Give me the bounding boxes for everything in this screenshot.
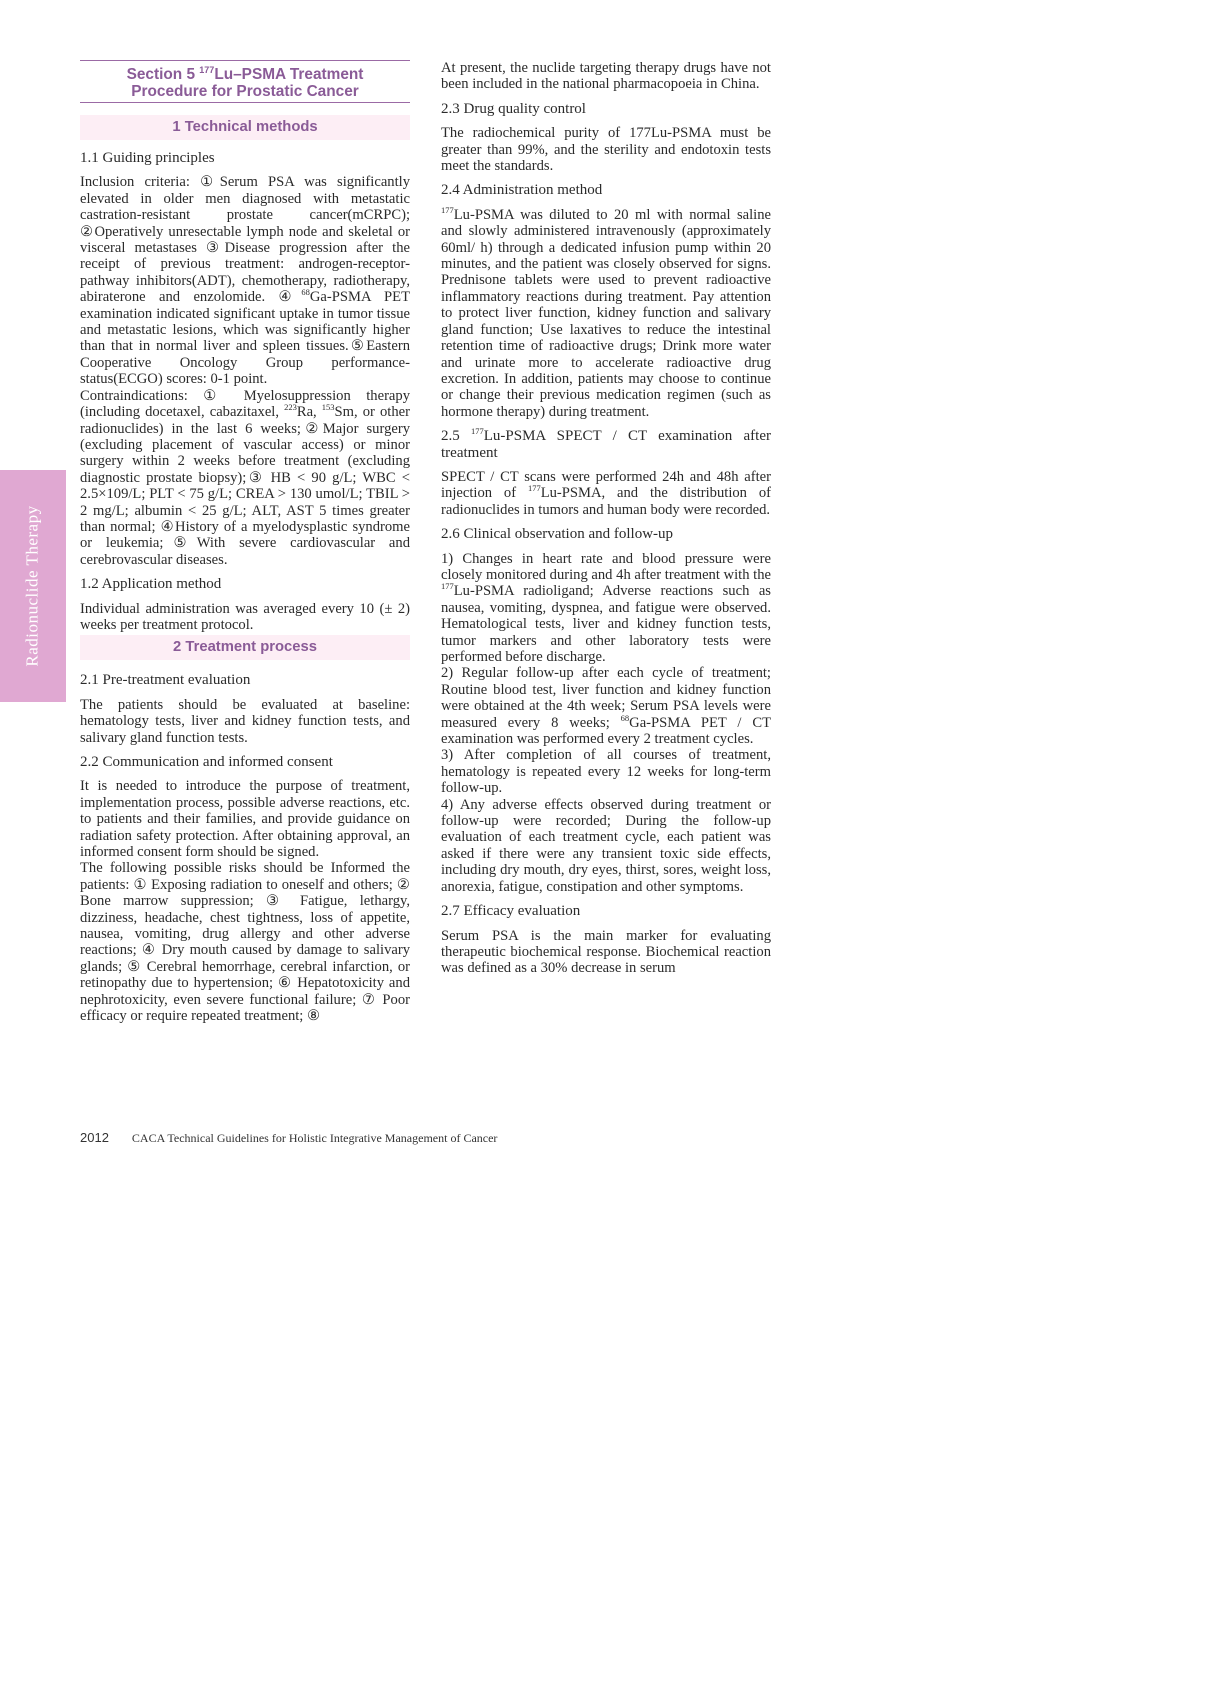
followup-item-1: 1) Changes in heart rate and blood pressure were closely monitored during and 4h after treatment with the $^{177}$Lu-PSMA radioligand; Adverse reactions such as nausea, vomiting, dyspnea, and fatigue were observed. Hematological tests, liver and kidney function tests, tumor markers and other laboratory tests were performed before discharge.: [441, 550, 771, 665]
heading-drug-quality-control: 2.3 Drug quality control: [441, 100, 586, 117]
heading-technical-methods: 1 Technical methods: [80, 115, 410, 140]
drug-quality-text: The radiochemical purity of 177Lu-PSMA must be greater than 99%, and the sterility and endotoxin tests meet the standards.: [441, 125, 771, 175]
heading-guiding-principles: 1.1 Guiding principles: [80, 150, 215, 166]
inclusion-criteria: Inclusion criteria: ①Serum PSA was significantly elevated in older men diagnosed with metastatic castration-resistant prostate cancer(mCRPC); ②Operatively unresectable lymph node and skeletal or visceral metastases ③Disease progression after the receipt of previous treatment: androgen-receptor-pathway inhibitors(ADT), chemotherapy, radiotherapy, abiraterone and enzolomide. ④$^{68}$Ga-PSMA PET examination indicated significant uptake in tumor tissue and metastatic lesions, which was significantly higher than that in normal liver and spleen tissues.⑤Eastern Cooperative Oncology Group performance-status(ECGO) scores: 0-1 point.: [80, 174, 410, 388]
followup-item-2: 2) Regular follow-up after each cycle of treatment; Routine blood test, liver function and kidney function were obtained at the 4th week; Serum PSA levels were measured every 8 weeks; $^{68}$Ga-PSMA PET / CT examination was performed every 2 treatment cycles.: [441, 665, 771, 748]
right-column: [441, 60, 771, 977]
section-title-line1: Section 5 $^{177}$Lu–PSMA Treatment: [126, 65, 364, 83]
spect-ct-text: SPECT / CT scans were performed 24h and 48h after injection of $^{177}$Lu-PSMA, and the distribution of radionuclides in tumors and human body were recorded.: [441, 468, 771, 518]
contraindications: Contraindications: ① Myelosuppression therapy (including docetaxel, cabazitaxel, $^{223}$Ra, $^{153}$Sm, or other radionuclides) in the last 6 weeks;②Major surgery (excluding placement of vascular access) or minor surgery within 2 weeks before treatment (excluding diagnostic prostate biopsy);③ HB < 90 g/L; WBC < 2.5×109/L; PLT < 75 g/L; CREA > 130 umol/L; TBIL > 2 mg/L; albumin < 25 g/L; ALT, AST 5 times greater than normal; ④History of a myelodysplastic syndrome or leukemia;⑤With severe cardiovascular and cerebrovascular diseases.: [80, 387, 410, 568]
page-footer: [80, 1130, 497, 1146]
followup-item-4: 4) Any adverse effects observed during treatment or follow-up were recorded; During the follow-up evaluation of each treatment cycle, each patient was asked if there were any transient toxic side effects, including dry mouth, dry eyes, thirst, sores, weight loss, anorexia, fatigue, constipation and other symptoms.: [441, 796, 771, 895]
possible-risks-text: The following possible risks should be Informed the patients: ① Exposing radiation to oneself and others; ② Bone marrow suppression; ③ Fatigue, lethargy, dizziness, headache, chest tightness, loss of appetite, nausea, vomiting, drug allergy and other adverse reactions; ④ Dry mouth caused by damage to salivary glands; ⑤ Cerebral hemorrhage, cerebral infarction, or retinopathy due to hypertension; ⑥ Hepatotoxicity and nephrotoxicity, even severe functional failure; ⑦ Poor efficacy or require repeated treatment; ⑧: [80, 860, 410, 1025]
isotope-superscript: 177: [199, 65, 215, 75]
section-title: [80, 60, 410, 103]
heading-efficacy-evaluation: 2.7 Efficacy evaluation: [441, 903, 581, 920]
side-tab-label: Radionuclide Therapy: [23, 505, 43, 667]
administration-text: $^{177}$Lu-PSMA was diluted to 20 ml with normal saline and slowly administered intravenously (approximately 60ml/ h) through a dedicated infusion pump within 20 minutes, and the patient was closely observed for signs. Prednisone tablets were used to prevent radioactive inflammatory reactions during treatment. Pay attention to protect liver function, kidney function and salivary gland function; Use laxatives to reduce the intestinal retention time of radioactive drugs; Drink more water and urinate more to accelerate radioactive drug excretion. In addition, patients may choose to continue or change their previous medication regimen (such as hormone therapy) during treatment.: [441, 204, 771, 420]
heading-spect-ct: 2.5 $^{177}$Lu-PSMA SPECT / CT examination after treatment: [441, 426, 772, 461]
pharmacopoeia-text: At present, the nuclide targeting therapy drugs have not been included in the national pharmacopoeia in China.: [441, 60, 771, 93]
heading-application-method: 1.2 Application method: [80, 576, 222, 593]
heading-informed-consent: 2.2 Communication and informed consent: [80, 754, 333, 770]
followup-item-3: 3) After completion of all courses of treatment, hematology is repeated every 12 weeks for long-term follow-up.: [441, 747, 771, 797]
heading-treatment-process: 2 Treatment process: [80, 635, 410, 660]
left-column: [80, 60, 410, 1025]
journal-title: CACA Technical Guidelines for Holistic Integrative Management of Cancer: [131, 1131, 498, 1145]
heading-pre-treatment-evaluation: 2.1 Pre-treatment evaluation: [80, 672, 251, 689]
heading-clinical-observation: 2.6 Clinical observation and follow-up: [441, 526, 674, 543]
section-title-line2: Procedure for Prostatic Cancer: [131, 83, 359, 100]
side-tab-radionuclide-therapy: [0, 470, 66, 702]
page-number: 2012: [80, 1130, 109, 1145]
pre-treatment-text: The patients should be evaluated at baseline: hematology tests, liver and kidney function tests, and salivary gland function tests.: [80, 696, 410, 746]
application-method-text: Individual administration was averaged every 10 (± 2) weeks per treatment protocol.: [80, 600, 410, 633]
heading-administration-method: 2.4 Administration method: [441, 182, 603, 199]
efficacy-text: Serum PSA is the main marker for evaluating therapeutic biochemical response. Biochemical reaction was defined as a 30% decrease in serum: [441, 927, 771, 977]
informed-consent-text: It is needed to introduce the purpose of treatment, implementation process, possible adverse reactions, etc. to patients and their families, and provide guidance on radiation safety protection. After obtaining approval, an informed consent form should be signed.: [80, 778, 410, 861]
